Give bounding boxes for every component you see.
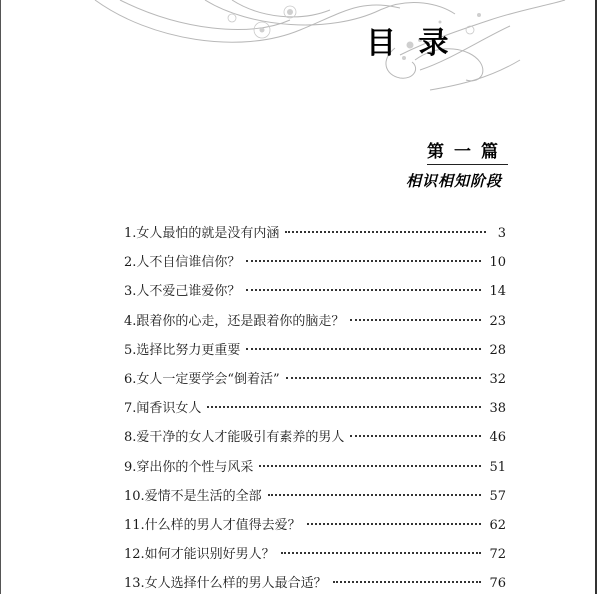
- toc-leader-dots: [350, 435, 481, 437]
- toc-entry-page: 72: [489, 547, 506, 563]
- toc-entry-page: 51: [489, 459, 506, 475]
- toc-leader-dots: [285, 231, 486, 233]
- toc-entry[interactable]: [124, 426, 506, 455]
- toc-entry-page: 10: [489, 255, 506, 271]
- toc-entry-page: 57: [489, 488, 506, 504]
- toc-entry[interactable]: [124, 397, 506, 426]
- toc-leader-dots: [350, 319, 481, 321]
- toc-entry-page: 23: [489, 313, 506, 329]
- toc-entry[interactable]: [124, 222, 506, 251]
- toc-entry[interactable]: [124, 280, 506, 309]
- section-heading: [405, 137, 508, 191]
- toc-entry[interactable]: [124, 485, 506, 514]
- toc-leader-dots: [246, 260, 481, 262]
- toc-entry[interactable]: [124, 310, 506, 339]
- toc-entry[interactable]: [124, 339, 506, 368]
- toc-entry-title: 13.女人选择什么样的男人最合适？: [124, 576, 327, 592]
- toc-entry[interactable]: [124, 514, 506, 543]
- table-of-contents: [124, 222, 506, 601]
- toc-entry-title: 4.跟着你的心走，还是跟着你的脑走？: [124, 313, 345, 329]
- toc-leader-dots: [246, 289, 481, 291]
- toc-entry-title: 6.女人一定要学会“倒着活”: [124, 371, 280, 387]
- toc-entry-title: 5.选择比努力更重要: [124, 342, 241, 358]
- toc-entry-title: 8.爱干净的女人才能吸引有素养的男人: [124, 430, 345, 446]
- toc-entry[interactable]: [124, 543, 506, 572]
- toc-leader-dots: [246, 348, 481, 350]
- toc-entry-title: 10.爱情不是生活的全部: [124, 488, 262, 504]
- toc-leader-dots: [286, 377, 482, 379]
- page-title: 目 录: [366, 26, 455, 61]
- toc-entry-page: 3: [497, 226, 506, 241]
- toc-leader-dots: [259, 465, 481, 467]
- toc-leader-dots: [281, 552, 482, 554]
- toc-entry-title: 9.穿出你的个性与风采: [124, 459, 254, 475]
- toc-entry[interactable]: [124, 572, 506, 601]
- toc-entry[interactable]: [124, 456, 506, 485]
- toc-entry[interactable]: [124, 251, 506, 280]
- decorative-swirl: [0, 0, 600, 110]
- toc-entry-page: 38: [489, 401, 506, 417]
- toc-entry-title: 11.什么样的男人才值得去爱？: [124, 517, 301, 533]
- toc-entry-title: 2.人不自信谁信你？: [124, 255, 241, 271]
- toc-entry-page: 46: [489, 430, 506, 446]
- toc-entry-page: 76: [489, 576, 506, 592]
- toc-entry-title: 7.闻香识女人: [124, 401, 202, 417]
- toc-entry-title: 12.如何才能识别好男人？: [124, 547, 275, 563]
- toc-leader-dots: [333, 581, 482, 583]
- toc-entry-page: 32: [489, 371, 506, 387]
- toc-leader-dots: [268, 494, 482, 496]
- section-subtitle: 相识相知阶段: [405, 172, 502, 190]
- toc-entry[interactable]: [124, 368, 506, 397]
- toc-entry-page: 62: [489, 517, 506, 533]
- toc-entry-title: 1.女人最怕的就是没有内涵: [124, 226, 280, 241]
- toc-leader-dots: [207, 406, 481, 408]
- toc-entry-page: 28: [489, 342, 506, 358]
- toc-entry-title: 3.人不爱己谁爱你？: [124, 284, 241, 300]
- toc-entry-page: 14: [489, 284, 506, 300]
- toc-leader-dots: [307, 523, 482, 525]
- section-title: 第一篇: [427, 137, 508, 165]
